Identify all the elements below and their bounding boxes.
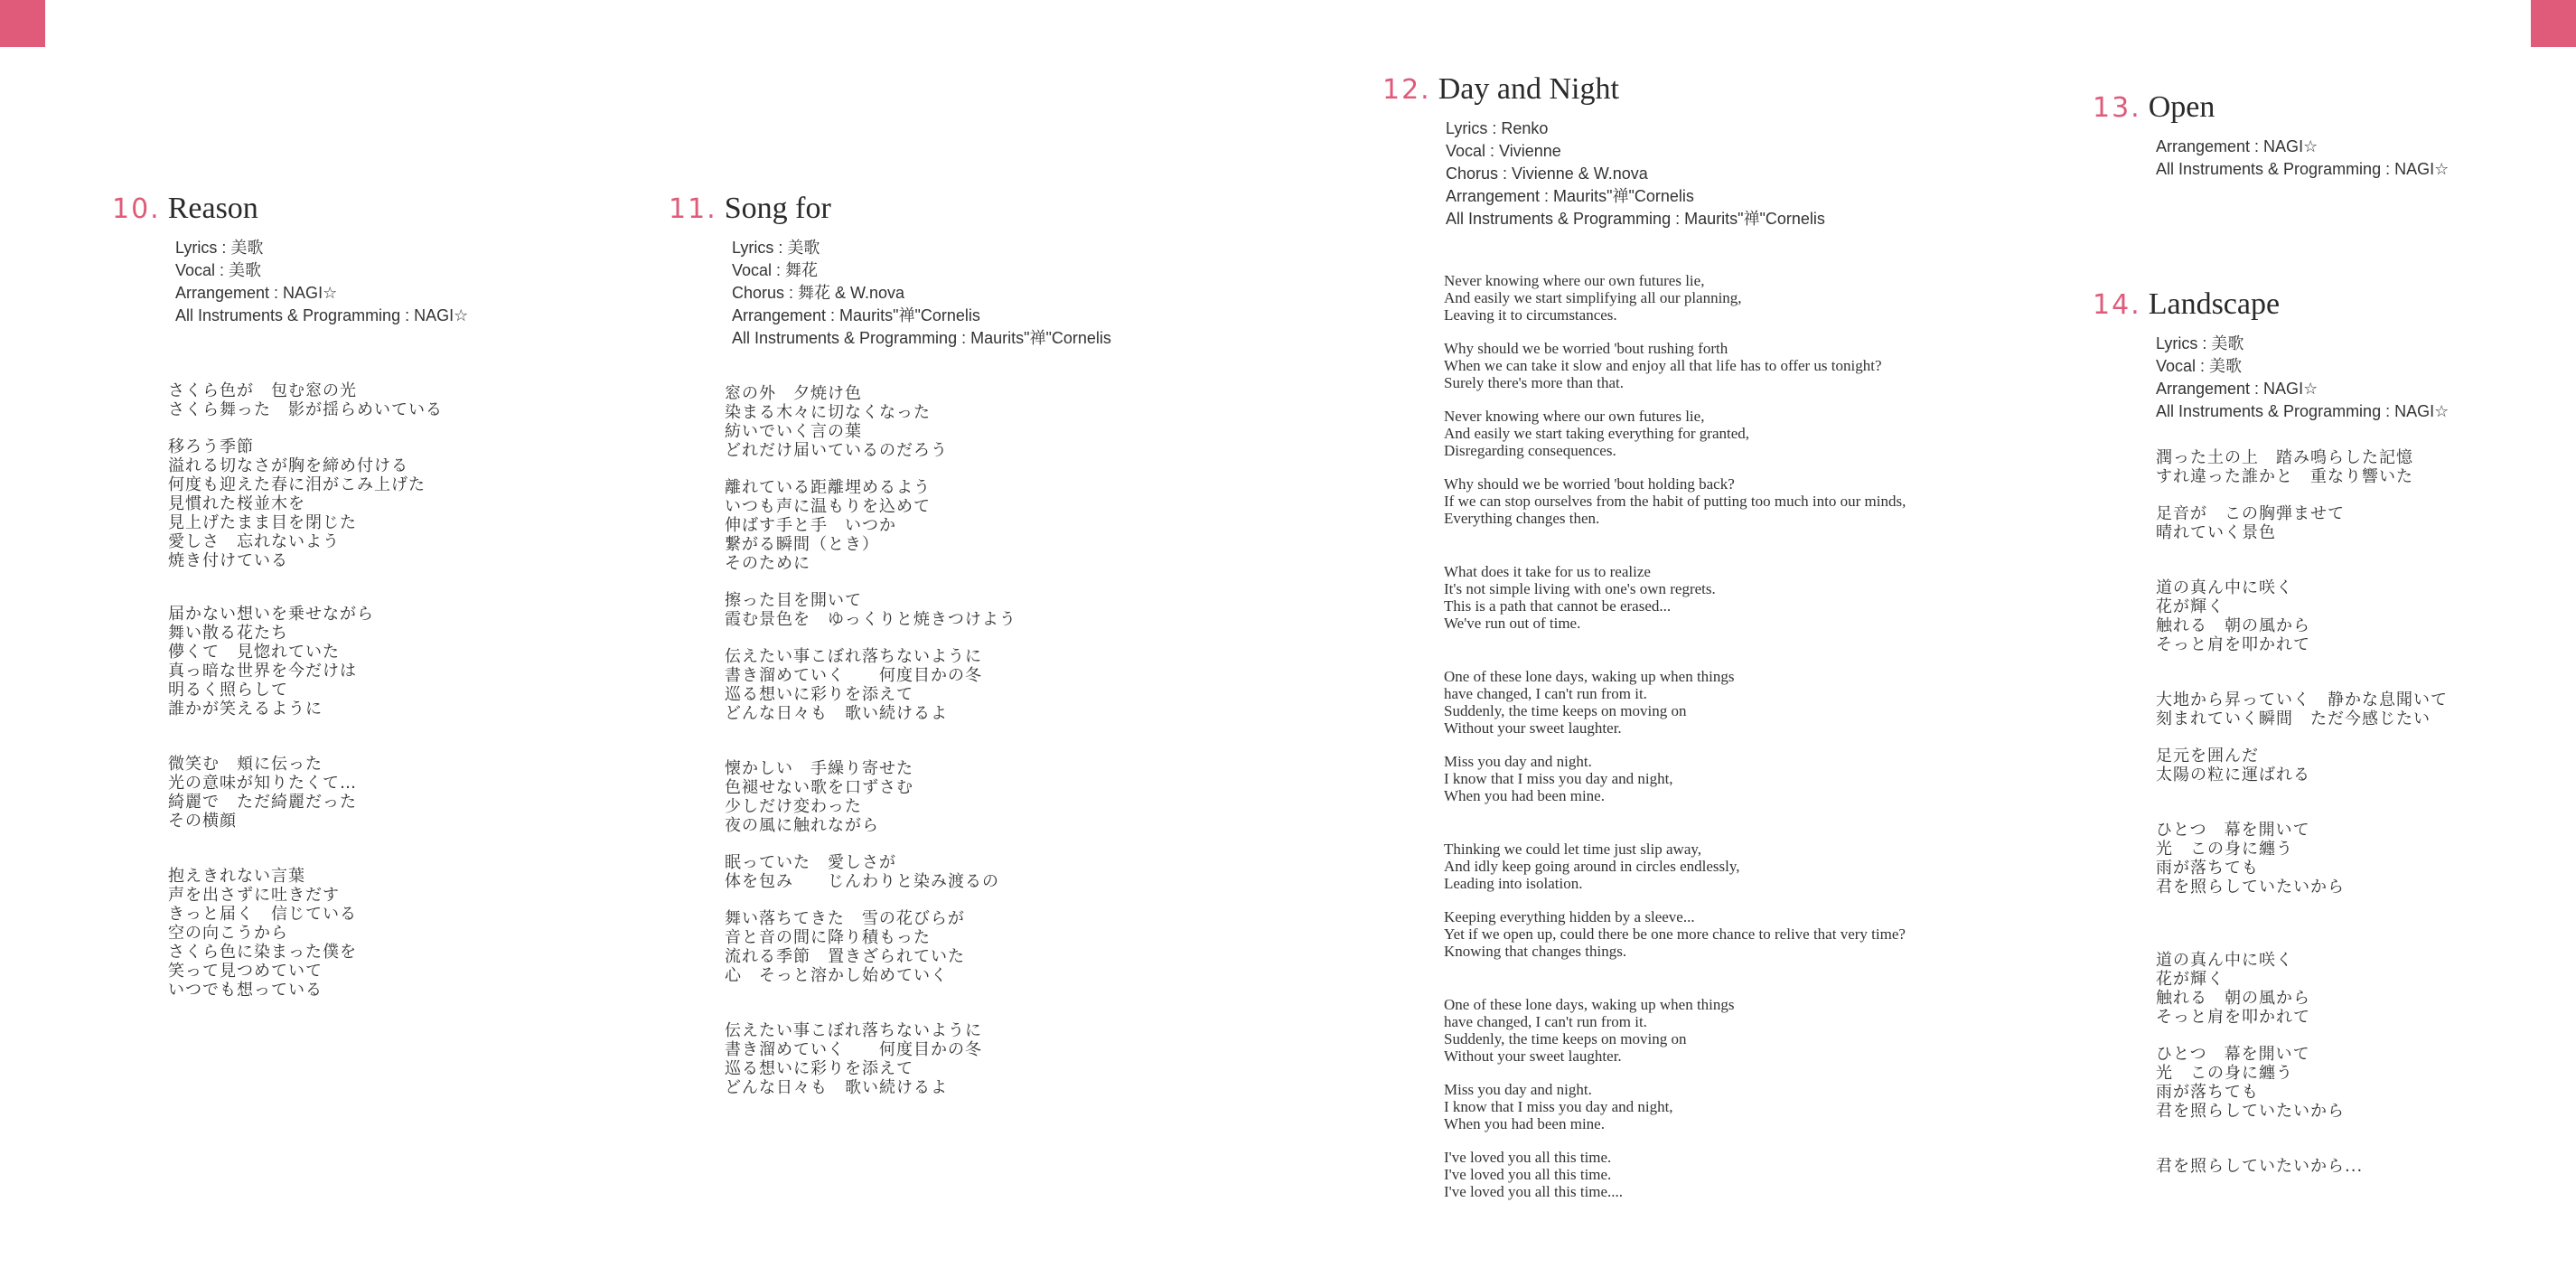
lyric-line: 色褪せない歌を口ずさむ — [725, 778, 913, 797]
lyric-line: What does it take for us to realize — [1444, 563, 1651, 580]
track-title: Day and Night — [1438, 72, 1619, 106]
corner-accent-left — [0, 0, 45, 47]
track-number: 12. — [1382, 74, 1431, 106]
lyric-line: We've run out of time. — [1444, 615, 1581, 632]
lyric-line: If we can stop ourselves from the habit of putting too much into our minds, — [1444, 493, 1906, 510]
track-13 — [2093, 90, 2449, 181]
credit-line: Arrangement : NAGI☆ — [2156, 137, 2318, 155]
credit-line: Lyrics : Renko — [1446, 119, 1549, 137]
lyrics — [168, 381, 468, 1000]
lyric-line: 雨が落ちても — [2156, 1083, 2259, 1102]
credit-line: All Instruments & Programming : NAGI☆ — [175, 306, 469, 324]
lyric-line: 君を照らしていたいから... — [2156, 1157, 2364, 1176]
lyric-line: 書き溜めていく 何度目かの冬 — [725, 1040, 982, 1059]
lyric-line: Why should we be worried 'bout rushing forth — [1444, 340, 1728, 357]
lyric-stanza — [1444, 841, 1906, 892]
lyric-line: Everything changes then. — [1444, 510, 1600, 527]
lyric-line: I've loved you all this time. — [1444, 1149, 1612, 1166]
credit-line: Arrangement : NAGI☆ — [175, 284, 338, 302]
lyric-line: 愛しさ 忘れないよう — [168, 532, 340, 551]
lyric-stanza — [168, 437, 468, 570]
lyric-line: Suddenly, the time keeps on moving on — [1444, 702, 1687, 719]
lyric-line: 移ろう季節 — [168, 437, 254, 456]
lyric-line: 儚くて 見惚れていた — [168, 643, 340, 662]
lyric-line: きっと届く 信じている — [168, 905, 357, 924]
credit-line: Lyrics : 美歌 — [732, 239, 820, 257]
credit-line: All Instruments & Programming : NAGI☆ — [2156, 402, 2450, 420]
lyric-line: 笑って見つめていて — [168, 962, 323, 981]
track-credits — [1446, 117, 1906, 230]
credit-line: Arrangement : NAGI☆ — [2156, 380, 2318, 398]
lyric-stanza — [725, 647, 1111, 723]
lyric-stanza — [2156, 747, 2449, 784]
lyric-line: 光 この身に纏う — [2156, 840, 2293, 859]
track-title: Open — [2148, 90, 2215, 124]
lyric-line: And easily we start simplifying all our planning, — [1444, 289, 1742, 306]
lyric-stanza — [168, 381, 468, 419]
lyric-stanza — [2156, 448, 2449, 486]
lyric-line: 伝えたい事こぼれ落ちないように — [725, 647, 982, 666]
lyric-stanza — [1444, 1081, 1906, 1132]
lyric-stanza — [1444, 996, 1906, 1065]
lyric-line: Thinking we could let time just slip away, — [1444, 841, 1702, 858]
track-heading — [2093, 287, 2449, 322]
lyric-line: 晴れていく景色 — [2156, 523, 2276, 542]
lyric-line: 巡る想いに彩りを添えて — [725, 685, 913, 704]
lyric-line: 微笑む 頬に伝った — [168, 755, 323, 774]
lyric-line: Without your sweet laughter. — [1444, 719, 1622, 737]
lyric-line: ひとつ 幕を開いて — [2156, 821, 2310, 840]
lyric-line: 擦った目を開いて — [725, 591, 862, 610]
track-heading — [2093, 90, 2449, 125]
lyric-line: have changed, I can't run from it. — [1444, 1013, 1647, 1030]
track-heading — [669, 192, 1111, 226]
lyric-line: 心 そっと溶かし始めていく — [725, 966, 948, 985]
lyric-line: Keeping everything hidden by a sleeve... — [1444, 908, 1695, 925]
lyric-line: 道の真ん中に咲く — [2156, 951, 2293, 970]
lyric-line: どれだけ届いているのだろう — [725, 441, 948, 460]
lyric-line: And easily we start taking everything for granted, — [1444, 425, 1750, 442]
lyric-line: 眠っていた 愛しさが — [725, 853, 896, 872]
lyric-line: 声を出さずに吐きだす — [168, 886, 340, 905]
track-credits — [175, 237, 468, 327]
lyrics — [725, 384, 1111, 1097]
lyric-line: Never knowing where our own futures lie, — [1444, 408, 1705, 425]
credit-line: Vocal : 美歌 — [2156, 357, 2243, 375]
lyric-line: Miss you day and night. — [1444, 1081, 1592, 1098]
lyric-line: 君を照らしていたいから — [2156, 878, 2345, 897]
track-number: 10. — [112, 193, 161, 225]
lyric-line: さくら色が 包む窓の光 — [168, 381, 357, 400]
lyric-line: 何度も迎えた春に泪がこみ上げた — [168, 475, 426, 494]
lyric-line: This is a path that cannot be erased... — [1444, 597, 1672, 615]
lyric-stanza — [725, 853, 1111, 891]
lyric-line: 刻まれていく瞬間 ただ今感じたい — [2156, 709, 2431, 728]
lyric-stanza — [725, 1021, 1111, 1097]
lyric-line: 明るく照らして — [168, 681, 288, 700]
lyric-line: Miss you day and night. — [1444, 753, 1592, 770]
lyric-stanza — [1444, 563, 1906, 632]
lyric-line: 流れる季節 置きざられていた — [725, 947, 965, 966]
lyric-line: I know that I miss you day and night, — [1444, 770, 1673, 787]
lyric-stanza — [2156, 690, 2449, 728]
lyric-stanza — [2156, 951, 2449, 1027]
credit-line: Lyrics : 美歌 — [175, 239, 264, 257]
lyric-stanza — [725, 478, 1111, 573]
lyric-line: 光 この身に纏う — [2156, 1064, 2293, 1083]
lyric-line: 舞い散る花たち — [168, 624, 288, 643]
lyric-line: 書き溜めていく 何度目かの冬 — [725, 666, 982, 685]
lyrics — [1444, 272, 1906, 1200]
lyric-line: 窓の外 夕焼け色 — [725, 384, 862, 403]
lyric-line: Leaving it to circumstances. — [1444, 306, 1617, 324]
track-credits — [732, 237, 1111, 350]
lyric-line: One of these lone days, waking up when things — [1444, 668, 1735, 685]
credit-line: Arrangement : Maurits"禅"Cornelis — [1446, 187, 1694, 205]
lyric-line: 誰かが笑えるように — [168, 700, 323, 719]
lyric-line: 抱えきれない言葉 — [168, 867, 305, 886]
lyrics — [2156, 448, 2449, 1176]
lyric-line: Never knowing where our own futures lie, — [1444, 272, 1705, 289]
lyric-line: いつでも想っている — [168, 981, 323, 1000]
lyric-line: どんな日々も 歌い続けるよ — [725, 704, 948, 723]
lyric-line: It's not simple living with one's own regrets. — [1444, 580, 1716, 597]
track-credits — [2156, 333, 2449, 423]
lyric-stanza — [2156, 1045, 2449, 1121]
lyric-stanza — [168, 867, 468, 1000]
credit-line: All Instruments & Programming : NAGI☆ — [2156, 160, 2450, 178]
lyric-line: 綺麗で ただ綺麗だった — [168, 793, 357, 812]
lyric-line: 大地から昇っていく 静かな息聞いて — [2156, 690, 2448, 709]
lyric-stanza — [725, 591, 1111, 629]
lyric-stanza — [2156, 578, 2449, 654]
lyric-line: Without your sweet laughter. — [1444, 1047, 1622, 1065]
lyric-line: And idly keep going around in circles endlessly, — [1444, 858, 1740, 875]
lyric-line: 巡る想いに彩りを添えて — [725, 1059, 913, 1078]
lyric-line: Leading into isolation. — [1444, 875, 1583, 892]
corner-accent-right — [2531, 0, 2576, 47]
lyric-line: When you had been mine. — [1444, 787, 1605, 804]
lyric-line: そっと肩を叩かれて — [2156, 1008, 2310, 1027]
lyric-line: 焼き付けている — [168, 551, 288, 570]
lyric-line: 君を照らしていたいから — [2156, 1102, 2345, 1121]
credit-line: Vocal : Vivienne — [1446, 142, 1561, 160]
lyric-line: そのために — [725, 554, 810, 573]
lyric-stanza — [1444, 1149, 1906, 1200]
lyric-line: どんな日々も 歌い続けるよ — [725, 1078, 948, 1097]
lyric-line: One of these lone days, waking up when things — [1444, 996, 1735, 1013]
credit-line: Chorus : 舞花 & W.nova — [732, 284, 905, 302]
lyric-line: have changed, I can't run from it. — [1444, 685, 1647, 702]
track-title: Landscape — [2148, 287, 2281, 321]
track-title: Reason — [167, 192, 258, 225]
lyric-line: そっと肩を叩かれて — [2156, 635, 2310, 654]
track-number: 13. — [2093, 92, 2141, 124]
credit-line: Vocal : 舞花 — [732, 261, 819, 279]
credit-line: All Instruments & Programming : Maurits"禅"Cornelis — [732, 329, 1111, 347]
credit-line: Chorus : Vivienne & W.nova — [1446, 164, 1648, 183]
lyric-line: 溢れる切なさが胸を締め付ける — [168, 456, 408, 475]
lyric-line: 紡いでいく言の葉 — [725, 422, 862, 441]
track-14 — [2093, 287, 2449, 1176]
lyric-line: 太陽の粒に運ばれる — [2156, 765, 2310, 784]
lyric-line: すれ違った誰かと 重なり響いた — [2156, 467, 2413, 486]
lyric-stanza — [2156, 821, 2449, 897]
lyric-line: 真っ暗な世界を今だけは — [168, 662, 357, 681]
lyric-line: Yet if we open up, could there be one more chance to relive that very time? — [1444, 925, 1906, 943]
track-heading — [1382, 72, 1906, 107]
credit-line: All Instruments & Programming : Maurits"禅"Cornelis — [1446, 210, 1825, 228]
lyric-stanza — [1444, 475, 1906, 527]
lyric-line: 花が輝く — [2156, 970, 2225, 989]
lyric-line: 伝えたい事こぼれ落ちないように — [725, 1021, 982, 1040]
lyric-line: 離れている距離埋めるよう — [725, 478, 931, 497]
lyric-line: 少しだけ変わった — [725, 797, 862, 816]
lyric-line: さくら舞った 影が揺らめいている — [168, 400, 443, 419]
lyric-stanza — [1444, 908, 1906, 960]
lyric-line: 触れる 朝の風から — [2156, 989, 2310, 1008]
track-title: Song for — [724, 192, 831, 225]
lyric-line: When you had been mine. — [1444, 1115, 1605, 1132]
lyric-line: 繋がる瞬間（とき） — [725, 535, 879, 554]
lyric-line: Why should we be worried 'bout holding back? — [1444, 475, 1735, 493]
lyric-line: 足元を囲んだ — [2156, 747, 2259, 765]
lyric-line: いつも声に温もりを込めて — [725, 497, 931, 516]
lyric-line: Suddenly, the time keeps on moving on — [1444, 1030, 1687, 1047]
credit-line: Lyrics : 美歌 — [2156, 334, 2244, 352]
lyric-line: 夜の風に触れながら — [725, 816, 879, 835]
lyric-line: 伸ばす手と手 いつか — [725, 516, 896, 535]
lyric-line: 足音が この胸弾ませて — [2156, 504, 2345, 523]
track-number: 14. — [2093, 289, 2141, 321]
lyric-stanza — [1444, 668, 1906, 737]
lyric-line: 触れる 朝の風から — [2156, 616, 2310, 635]
lyric-line: さくら色に染まった僕を — [168, 943, 357, 962]
lyric-stanza — [725, 384, 1111, 460]
track-10 — [112, 192, 468, 1000]
credit-line: Arrangement : Maurits"禅"Cornelis — [732, 306, 980, 324]
lyric-line: I've loved you all this time.... — [1444, 1183, 1624, 1200]
track-credits — [2156, 136, 2449, 181]
lyric-line: 雨が落ちても — [2156, 859, 2259, 878]
lyric-line: I've loved you all this time. — [1444, 1166, 1612, 1183]
lyric-line: ひとつ 幕を開いて — [2156, 1045, 2310, 1064]
track-12 — [1382, 72, 1906, 1200]
lyric-line: Surely there's more than that. — [1444, 374, 1624, 391]
credit-line: Vocal : 美歌 — [175, 261, 262, 279]
lyric-stanza — [1444, 408, 1906, 459]
lyric-line: 音と音の間に降り積もった — [725, 928, 931, 947]
lyric-line: 霞む景色を ゆっくりと焼きつけよう — [725, 610, 1016, 629]
lyric-line: 見慣れた桜並木を — [168, 494, 305, 513]
lyric-line: Disregarding consequences. — [1444, 442, 1616, 459]
lyric-line: Knowing that changes things. — [1444, 943, 1627, 960]
lyric-line: 空の向こうから — [168, 924, 288, 943]
lyric-stanza — [725, 909, 1111, 985]
lyric-line: I know that I miss you day and night, — [1444, 1098, 1673, 1115]
track-number: 11. — [669, 193, 717, 225]
lyric-line: 舞い落ちてきた 雪の花びらが — [725, 909, 965, 928]
lyric-stanza — [1444, 753, 1906, 804]
lyric-line: 届かない想いを乗せながら — [168, 605, 374, 624]
lyric-stanza — [2156, 504, 2449, 542]
lyric-line: When we can take it slow and enjoy all that life has to offer us tonight? — [1444, 357, 1882, 374]
lyric-stanza — [1444, 340, 1906, 391]
track-11 — [669, 192, 1111, 1097]
lyric-line: 染まる木々に切なくなった — [725, 403, 931, 422]
track-heading — [112, 192, 468, 226]
lyric-line: 花が輝く — [2156, 597, 2225, 616]
lyric-stanza — [725, 759, 1111, 835]
lyric-line: その横顔 — [168, 812, 237, 831]
lyric-line: 懐かしい 手繰り寄せた — [725, 759, 913, 778]
lyric-line: 潤った土の上 踏み鳴らした記憶 — [2156, 448, 2413, 467]
lyric-line: 見上げたまま目を閉じた — [168, 513, 357, 532]
lyric-stanza — [168, 605, 468, 719]
lyric-stanza — [1444, 272, 1906, 324]
lyric-stanza — [168, 755, 468, 831]
lyric-line: 体を包み じんわりと染み渡るの — [725, 872, 999, 891]
lyric-line: 道の真ん中に咲く — [2156, 578, 2293, 597]
lyric-line: 光の意味が知りたくて… — [168, 774, 357, 793]
lyric-stanza — [2156, 1157, 2449, 1176]
